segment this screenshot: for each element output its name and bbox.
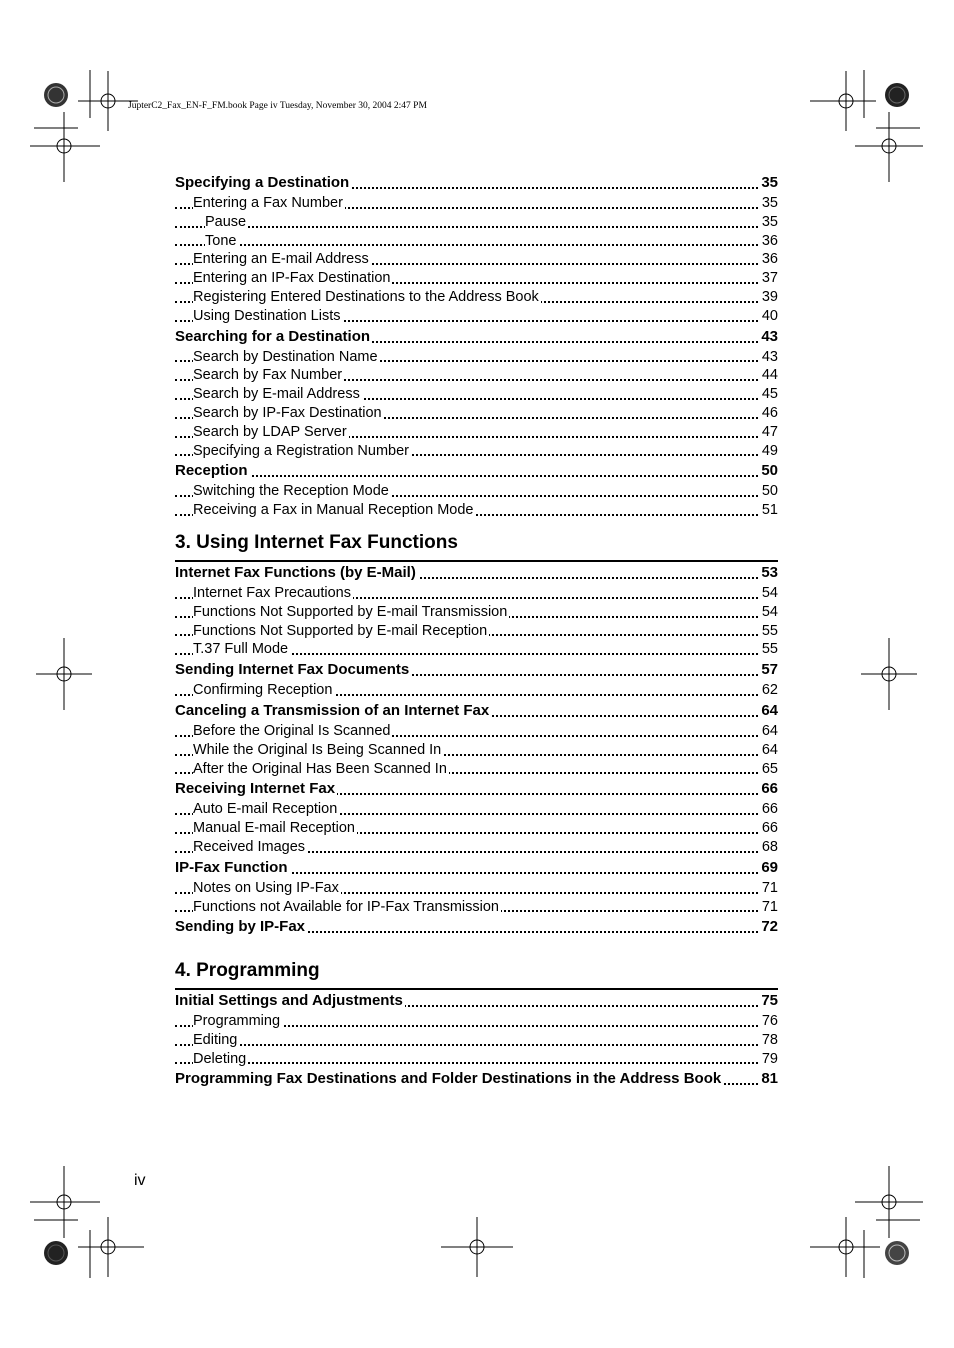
toc-entry-page: 39 [761, 288, 778, 305]
toc-entry-title: Searching for a Destination [175, 327, 371, 345]
toc-entry-title: Entering a Fax Number [193, 195, 343, 211]
color-target-icon [885, 1241, 909, 1265]
toc-entry-title: Specifying a Registration Number [193, 442, 409, 459]
toc-entry-title: After the Original Has Been Scanned In [193, 760, 447, 777]
toc-entry-page: 71 [761, 879, 778, 896]
toc-entry-page: 64 [761, 741, 778, 758]
toc-entry-page: 45 [761, 386, 778, 403]
toc-entry-page: 66 [761, 820, 778, 837]
crosshair-icon [855, 112, 923, 182]
toc-entry-title: Functions Not Supported by E-mail Reception [193, 622, 488, 639]
chapter-heading: 4. Programming [175, 960, 778, 990]
toc-entry-page: 64 [759, 700, 778, 722]
chapter-heading: 3. Using Internet Fax Functions [175, 532, 778, 562]
toc-entry-page: 66 [761, 801, 778, 818]
toc-entry-page: 50 [761, 483, 778, 500]
toc-entry-title: Editing [193, 1031, 238, 1048]
toc-entry-title: Auto E-mail Reception [193, 801, 338, 818]
toc-entry-page: 44 [761, 367, 778, 384]
toc-entry-page: 81 [759, 1068, 778, 1090]
crosshair-icon [810, 1217, 880, 1277]
toc-entry-title: Registering Entered Destinations to the Address Book [193, 288, 539, 305]
toc-entry-page: 68 [761, 838, 778, 855]
toc-entry-page: 65 [761, 760, 778, 777]
color-target-icon [885, 83, 909, 107]
toc-entry-page: 40 [761, 307, 778, 324]
toc-entry-page: 50 [759, 460, 778, 482]
toc-entry-title: Before the Original Is Scanned [193, 722, 391, 739]
toc-entry-page: 51 [761, 502, 778, 519]
toc-entry-title: Search by IP-Fax Destination [193, 404, 382, 421]
toc-entry-page: 72 [759, 916, 778, 938]
toc-entry-title: Programming [193, 1013, 281, 1029]
toc-entry-title: Pause [205, 213, 247, 230]
toc-entry-page: 54 [761, 585, 778, 601]
toc-entry-page: 36 [761, 232, 778, 249]
toc-entry-title: Functions Not Supported by E-mail Transmission [193, 603, 508, 620]
toc-entry-title: While the Original Is Being Scanned In [193, 741, 442, 758]
toc-entry-title: Search by LDAP Server [193, 423, 347, 440]
toc-entry-title: Receiving Internet Fax [175, 780, 336, 798]
toc-entry-title: Deleting [193, 1050, 247, 1067]
toc-entry-page: 79 [761, 1050, 778, 1067]
color-target-icon [44, 1241, 68, 1265]
toc-entry-page: 47 [761, 423, 778, 440]
crosshair-icon [441, 1217, 513, 1277]
page-number: iv [134, 1172, 146, 1189]
toc-entry-page: 66 [759, 778, 778, 800]
toc-entry-title: Entering an IP-Fax Destination [193, 270, 391, 287]
toc-entry-title: IP-Fax Function [175, 858, 288, 876]
toc-entry-title: Functions not Available for IP-Fax Transmission [193, 898, 499, 915]
toc-entry-page: 35 [761, 213, 778, 230]
toc-entry-title: Search by E-mail Address [193, 386, 360, 403]
toc-entry-page: 78 [761, 1031, 778, 1048]
crosshair-icon [78, 1217, 144, 1277]
crosshair-icon [78, 71, 138, 131]
toc-entry-title: Switching the Reception Mode [193, 483, 389, 500]
toc-entry-title: Canceling a Transmission of an Internet Fax [175, 701, 490, 719]
toc-entry-page: 43 [761, 348, 778, 365]
toc-entry-title: Search by Destination Name [193, 348, 378, 365]
crosshair-icon [30, 1166, 100, 1238]
toc-entry-title: Programming Fax Destinations and Folder Destinations in the Address Book [175, 1070, 722, 1088]
toc-entry-page: 64 [761, 722, 778, 739]
toc-entry-page: 69 [759, 857, 778, 879]
toc-entry-title: Received Images [193, 838, 306, 855]
toc-entry-page: 55 [761, 641, 778, 658]
toc-entry-page: 35 [761, 195, 778, 211]
toc-entry-page: 71 [761, 898, 778, 915]
toc-entry-title: Initial Settings and Adjustments [175, 992, 403, 1009]
toc-entry-page: 57 [759, 659, 778, 681]
toc-entry-title: Reception [175, 462, 248, 480]
toc-entry-page: 46 [761, 404, 778, 421]
toc-entry-title: Sending Internet Fax Documents [175, 661, 410, 679]
toc-entry-title: Confirming Reception [193, 682, 333, 699]
toc-entry-page: 36 [761, 251, 778, 268]
toc-entry-page: 75 [759, 990, 778, 1012]
toc-entry-title: T.37 Full Mode [193, 641, 289, 658]
toc-entry-page: 55 [761, 622, 778, 639]
toc-entry-title: Receiving a Fax in Manual Reception Mode [193, 502, 474, 519]
toc-entry-title: Manual E-mail Reception [193, 820, 355, 837]
crosshair-icon [30, 112, 100, 182]
toc-entry-page: 62 [761, 682, 778, 699]
toc-entry-page: 76 [761, 1013, 778, 1029]
color-target-icon [44, 83, 68, 107]
toc-entry-title: Sending by IP-Fax [175, 918, 306, 936]
crosshair-icon [861, 638, 917, 710]
toc-entry-title: Entering an E-mail Address [193, 251, 369, 268]
toc-entry-page: 35 [759, 172, 778, 194]
toc-entry-title: Search by Fax Number [193, 367, 343, 384]
toc-entry-page: 53 [759, 562, 778, 584]
file-info-header: JupterC2_Fax_EN-F_FM.book Page iv Tuesday, November 30, 2004 2:47 PM [128, 101, 427, 111]
toc-entry-page: 43 [759, 326, 778, 348]
toc-entry-title: Notes on Using IP-Fax [193, 879, 339, 896]
toc-entry-title: Internet Fax Precautions [193, 585, 351, 601]
crosshair-icon [855, 1166, 923, 1238]
toc-entry-page: 54 [761, 603, 778, 620]
toc-entry-title: Using Destination Lists [193, 307, 341, 324]
toc-entry-title: Specifying a Destination [175, 174, 350, 191]
toc-entry-page: 49 [761, 442, 778, 459]
toc-entry-title: Internet Fax Functions (by E-Mail) [175, 564, 416, 581]
crosshair-icon [810, 71, 876, 131]
toc-entry-page: 37 [761, 270, 778, 287]
toc-entry-title: Tone [205, 232, 237, 249]
crosshair-icon [36, 638, 92, 710]
